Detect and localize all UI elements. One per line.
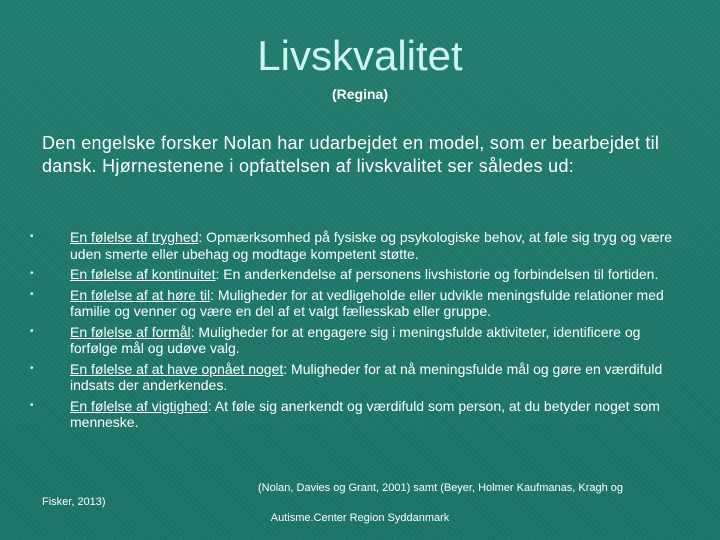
item-term: En følelse af at høre til: [70, 286, 211, 303]
list-item: [30, 398, 690, 431]
list-item: [30, 287, 690, 320]
footer-organization: Autisme.Center Region Syddanmark: [270, 512, 450, 524]
item-text: : Opmærksomhed på fysiske og psykologiske behov, at føle sig tryg og være uden smerte eller ubehag og modtage kompetent støtte.: [70, 229, 673, 262]
slide-subtitle: (Regina): [332, 86, 388, 102]
item-text: : At føle sig anerkendt og værdifuld som person, at du betyder noget som menneske.: [70, 397, 660, 430]
item-term: En følelse af tryghed: [70, 229, 199, 245]
item-term: En følelse af formål: [70, 323, 191, 340]
cornerstone-list: [30, 229, 690, 435]
list-item: [30, 324, 690, 357]
list-item: [30, 229, 690, 262]
source-citation-line-1: (Nolan, Davies og Grant, 2001) samt (Beyer, Holmer Kaufmanas, Kragh og: [258, 482, 624, 494]
source-citation-line-2: Fisker, 2013): [42, 496, 106, 508]
item-term: En følelse af vigtighed: [70, 397, 208, 414]
item-term: En følelse af at have opnået noget: [70, 360, 284, 377]
bullet-icon: •: [30, 399, 34, 411]
bullet-icon: •: [30, 268, 34, 279]
bullet-icon: •: [30, 362, 34, 374]
item-term: En følelse af kontinuitet: [70, 266, 216, 282]
item-text: : Muligheder for at nå meningsfulde mål og gøre en værdifuld indsats der anderkendes.: [70, 360, 663, 393]
bullet-icon: •: [30, 231, 34, 242]
intro-paragraph: Den engelske forsker Nolan har udarbejdet en model, som er bearbejdet til dansk. Hjørnestenene i opfattelsen af livskvalitet ser således ud:: [42, 133, 660, 176]
list-item: [30, 361, 690, 394]
bullet-icon: •: [30, 288, 34, 300]
slide-title: Livskvalitet: [257, 32, 463, 79]
item-text: : Muligheder for at vedligeholde eller udvikle meningsfulde relationer med familie og venner og være en del af et valgt fællesskab eller gruppe.: [70, 286, 664, 319]
item-text: : En anderkendelse af personens livshistorie og forbindelsen til fortiden.: [215, 266, 659, 282]
list-item: [30, 266, 690, 283]
bullet-icon: •: [30, 325, 34, 337]
item-text: : Muligheder for at engagere sig i meningsfulde aktiviteter, identificere og forfølge mål og udøve valg.: [70, 323, 641, 356]
